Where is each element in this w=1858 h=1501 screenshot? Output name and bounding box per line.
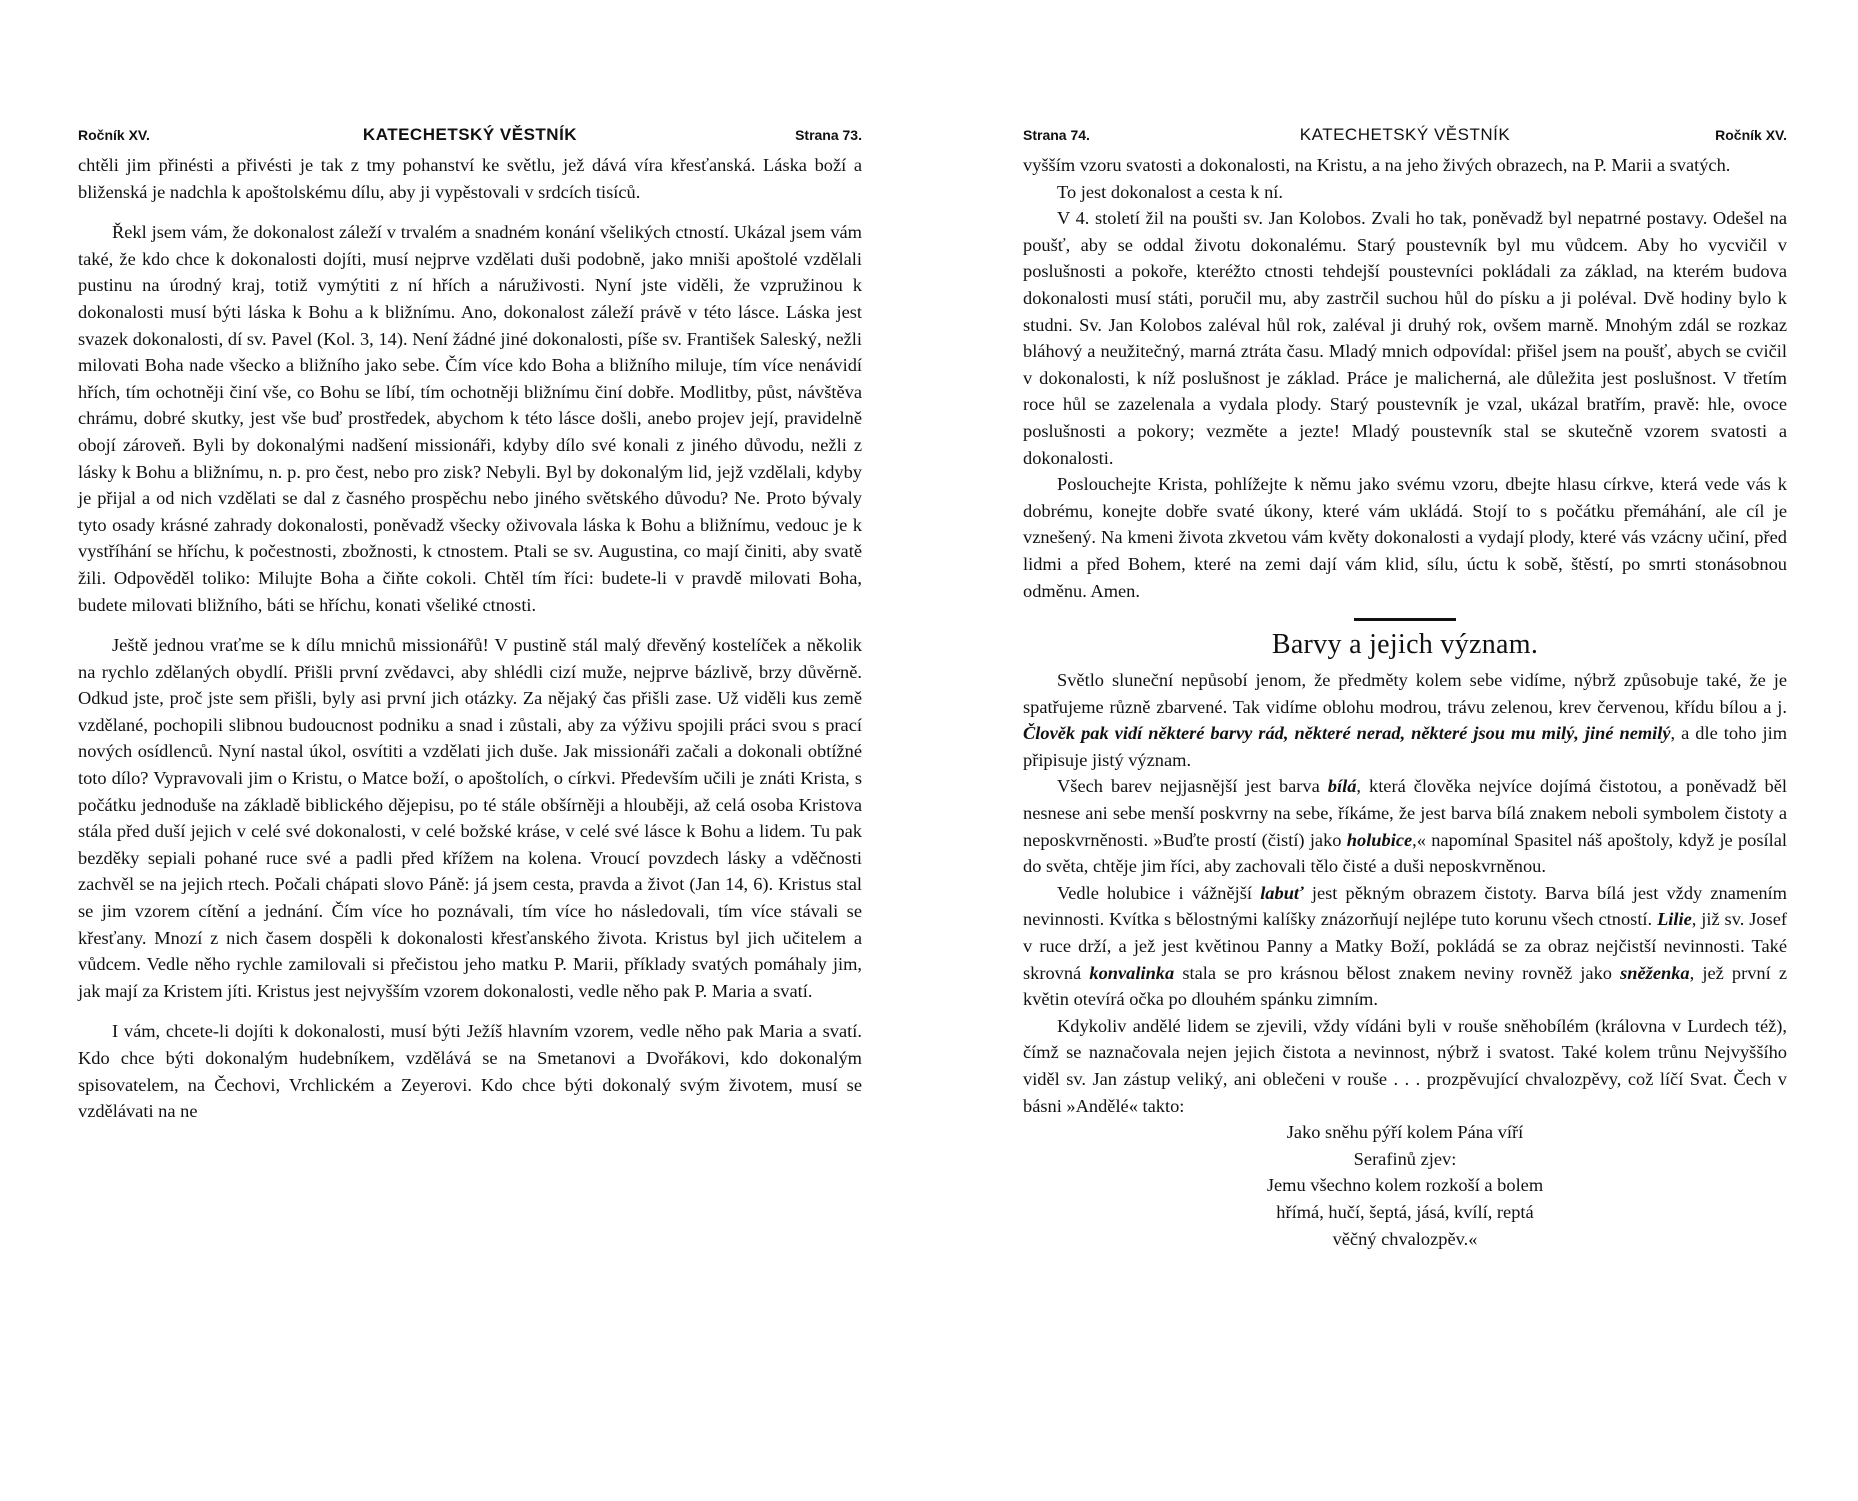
poem-line: Jako sněhu pýří kolem Pána víří — [1286, 1122, 1524, 1143]
journal-title: KATECHETSKÝ VĚSTNÍK — [362, 125, 578, 144]
right-page — [1023, 110, 1787, 1252]
text-run: ,« napomínal Spasitel náš apoštoly, když je posílal do světa, chtěje jim říci, aby zachovali tělo čisté a duši neposkvrněnou. — [1023, 829, 1787, 877]
text-run: , jež první z květin otevírá očka po dlouhém spánku zimním. — [1023, 962, 1788, 1010]
poem-line: věčný chvalozpěv.« — [1332, 1228, 1478, 1249]
paragraph — [1023, 773, 1787, 879]
paragraph: V 4. století žil na poušti sv. Jan Kolobos. Zvali ho tak, poněvadž byl nepatrné postavy. Odešel na poušť, aby se oddal životu dokonalému. Starý poustevník byl mu vůdcem. Aby ho vycvičil v poslušnosti a pokoře, kteréžto ctnosti tehdejší poustevníci pokládali za základ, na kterém budova dokonalosti musí státi, poručil mu, aby zastrčil suchou hůl do písku a ji poléval. Dvě hodiny bylo k studni. Sv. Jan Kolobos zaléval hůl rok, zaléval ji druhý rok, ovšem marně. Mnohým zdál se rozkaz bláhový a neužitečný, marná ztráta času. Mladý mnich odpovídal: přišel jsem na poušť, abych se cvičil v dokonalosti, k níž poslušnost je základ. Práce je malicherná, ale důležita jest poslušnost. V třetím roce hůl se zazelenala a vydala plody. Starý poustevník je vzal, ukázal bratřím, pravě: hle, ovoce poslušnosti a pokory; vezměte a jezte! Mladý poustevník stal se skutečně vzorem svatosti a dokonalosti. — [1023, 208, 1787, 468]
volume-label: Ročník XV. — [78, 127, 150, 143]
paragraph: I vám, chcete-li dojíti k dokonalosti, musí býti Ježíš hlavním vzorem, vedle něho pak Maria a svatí. Kdo chce býti dokonalým hudebníkem, vzdělává se na Smetanovi a Dvořákovi, kdo dokonalým spisovatelem, na Čechovi, Vrchlickém a Zeyerovi. Kdo chce býti dokonalý svým životem, musí se vzdělávati na ne — [78, 1021, 862, 1122]
paragraph: Kdykoliv andělé lidem se zjevili, vždy vídáni byli v rouše sněhobílém (královna v Lurdech též), čímž se naznačovala nejen jejich čistota a nevinnost, nýbrž i svatost. Také kolem trůnu Nejvyššího viděl sv. Jan zástup veliký, ani oblečeni v rouše . . . prozpěvující chvalozpěvy, což líčí Svat. Čech v básni »Andělé« takto: — [1023, 1015, 1787, 1116]
paragraph: vyšším vzoru svatosti a dokonalosti, na Kristu, a na jeho živých obrazech, na P. Marii a svatých. — [1023, 155, 1731, 175]
article-title: Barvy a jejich význam. — [1271, 629, 1539, 661]
poem-line: Jemu všechno kolem rozkoší a bolem — [1266, 1175, 1544, 1196]
right-running-head — [1023, 110, 1787, 144]
text-run: jest pěkným obrazem čistoty. Barva bílá jest vždy znamením nevinnosti. Kvítka s bělostnými kalíšky znázorňují nejlépe tuto korunu všech ctností. — [1023, 882, 1787, 930]
emphasis: Člověk pak vidí některé barvy rád, některé nerad, některé jsou mu milý, jiné nemilý — [1023, 723, 1671, 744]
emphasis: Lilie — [1657, 909, 1692, 930]
left-page — [78, 110, 862, 1125]
text-run: Světlo sluneční nepůsobí jenom, že předměty kolem sebe vidíme, nýbrž způsobuje také, že je spatřujeme různě zbarvené. Tak vidíme oblohu modrou, trávu zelenou, krev červenou, křídu bílou a j. — [1023, 670, 1787, 717]
paragraph — [1023, 667, 1787, 773]
text-run: stala se pro krásnou bělost znakem neviny rovněž jako — [1182, 962, 1612, 983]
poem-line: Serafinů zjev: — [1353, 1148, 1457, 1169]
journal-title: KATECHETSKÝ VĚSTNÍK — [1299, 125, 1511, 144]
page-number: Strana 73. — [795, 127, 862, 143]
left-running-head — [78, 110, 862, 144]
emphasis: holubice — [1346, 829, 1413, 850]
text-run: Všech barev nejjasnější jest barva — [1057, 776, 1320, 797]
emphasis: bílá — [1327, 776, 1357, 797]
emphasis: sněženka — [1620, 962, 1690, 983]
paragraph — [1023, 880, 1787, 1013]
volume-label: Ročník XV. — [1715, 127, 1787, 143]
text-run: Vedle holubice i vážnější — [1057, 882, 1253, 903]
paragraph: Ještě jednou vraťme se k dílu mnichů missionářů! V pustině stál malý dřevěný kostelíček a několik na rychlo zdělaných obydlí. Přišli první zvědavci, aby shlédli cizí muže, nejprve bázlivě, brzy důvěrně. Odkud jste, proč jste sem přišli, byly asi první jich otázky. Za nějaký čas přišli zase. Už viděli kus země vzdělané, pochopili slibnou budoucnost podniku a snad i zůstali, aby za výživu spojili práci svou s prací nových osídlenců. Nyní nastal úkol, osvítiti a vzdělati jich duše. Jak missionáři začali a dokonali obtížné toto dílo? Vypravovali jim o Kristu, o Matce boží, o apoštolích, o církvi. Především učili je znáti Krista, s počátku jednoduše na základě biblického dějepisu, po té stále obšírněji a hlouběji, až celá osoba Kristova stála před duší jejich v celé své dokonalosti, v celé božské kráse, v celé své lásce k Bohu a lidem. Tu pak bezděky sepiali pohané ruce své a padli před křížem na kolena. Vroucí povzdech lásky a vděčnosti zachvěl se na jejich rtech. Počali chápati slovo Páně: já jsem cesta, pravda a život (Jan 14, 6). Kristus stal se jim vzorem cítění a jednání. Čím více ho poznávali, tím více ho následovali, tím více stávali se křesťany. Mnozí z nich časem dospěli k dokonalosti křesťanského života. Kristus byl jich učitelem a vůdcem. Vedle něho rychle zamilovali si přečistou jeho matku P. Marii, příklady svatých pomáhaly jim, jak mají za Kristem jíti. Kristus jest nejvyšším vzorem dokonalosti, vedle něho pak P. Maria a svatí. — [78, 635, 862, 1001]
text-run: , již sv. Josef v ruce drží, a jež jest květinou Panny a Matky Boží, pokládá se za obraz nejčistší nevinnosti. Také skrovná — [1023, 909, 1788, 983]
emphasis: labuť — [1260, 882, 1304, 903]
section-divider — [1354, 618, 1456, 621]
text-run: , která člověka nejvíce dojímá čistotou, a poněvadž běl nesnese ani sebe menší poskvrny na sebe, říkáme, že jest barva bílá znakem neboli symbolem čistoty a neposkvrněnosti. »Buďte prostí (čistí) jako — [1023, 776, 1787, 850]
paragraph: Řekl jsem vám, že dokonalost záleží v trvalém a snadném konání všelikých ctností. Ukázal jsem vám také, že kdo chce k dokonalosti dojíti, musí nejprve vzdělati duši podobně, jako mniši apoštolé vzdělali pustinu na úrodný kraj, totiž vymýtiti z ní hřích a náruživosti. Nyní jste viděli, že vzpružinou k dokonalosti musí býti láska k Bohu a k bližnímu. Ano, dokonalost záleží právě v této lásce. Láska jest svazek dokonalosti, dí sv. Pavel (Kol. 3, 14). Není žádné jiné dokonalosti, píše sv. František Saleský, nežli milovati Boha nade všecko a bližního jako sebe. Čím více kdo Boha a bližního miluje, tím více nenávidí hřích, tím ochotněji činí vše, co Bohu se líbí, tím ochotněji bližnímu činí dobře. Modlitby, půst, návštěva chrámu, dobré skutky, jest vše buď prostředek, abychom k této lásce došli, anebo projev její, pravidelně obojí zároveň. Byli by dokonalými nadšení missionáři, kdyby dílo své konali z jiného důvodu, nežli z lásky k Bohu a bližnímu, n. p. pro čest, nebo pro zisk? Nebyli. Byl by dokonalým lid, jejž vzdělali, kdyby je přijal a od nich vzdělati se dal z časného prospěchu nebo jiného světského důvodu? Ne. Proto bývaly tyto osady krásné zahrady dokonalosti, poněvadž všecky oživovala láska k Bohu a bližnímu, vedouc je k vystříhání se hříchu, k počestnosti, zbožnosti, k ctnostem. Ptali se sv. Augustina, co mají činiti, aby svatě žili. Odpověděl toliko: Milujte Boha a čiňte cokoli. Chtěl tím říci: budete-li v pravdě milovati Boha, budete milovati bližního, báti se hříchu, konati všeliké ctnosti. — [78, 222, 862, 615]
poem-line: hřímá, hučí, šeptá, jásá, kvílí, reptá — [1276, 1201, 1534, 1222]
text-run: , a dle toho jim připisuje jistý význam. — [1023, 723, 1787, 770]
page-number: Strana 74. — [1023, 127, 1090, 143]
paragraph: Poslouchejte Krista, pohlížejte k němu jako svému vzoru, dbejte hlasu církve, která vede vás k dobrému, konejte dobře svaté úkony, které vám ukládá. Stojí to s počátku přemáhání, ale cíl je vznešený. Na kmeni života zkvetou vám květy dokonalosti a vydají plody, které vás vzácny učiní, před lidmi a před Bohem, které na zemi dají vám klid, sílu, úctu k sobě, štěstí, po smrti stonásobnou odměnu. Amen. — [1023, 474, 1787, 601]
paragraph: To jest dokonalost a cesta k ní. — [1057, 181, 1283, 202]
emphasis: konvalinka — [1089, 962, 1175, 983]
poem — [1023, 1119, 1787, 1252]
paragraph: chtěli jim přinésti a přivésti je tak z tmy pohanství ke světlu, jež dává víra křesťanská. Láska boží a bliženská je nadchla k apoštolskému dílu, aby ji vypěstovali v srdcích tisíců. — [78, 155, 862, 202]
